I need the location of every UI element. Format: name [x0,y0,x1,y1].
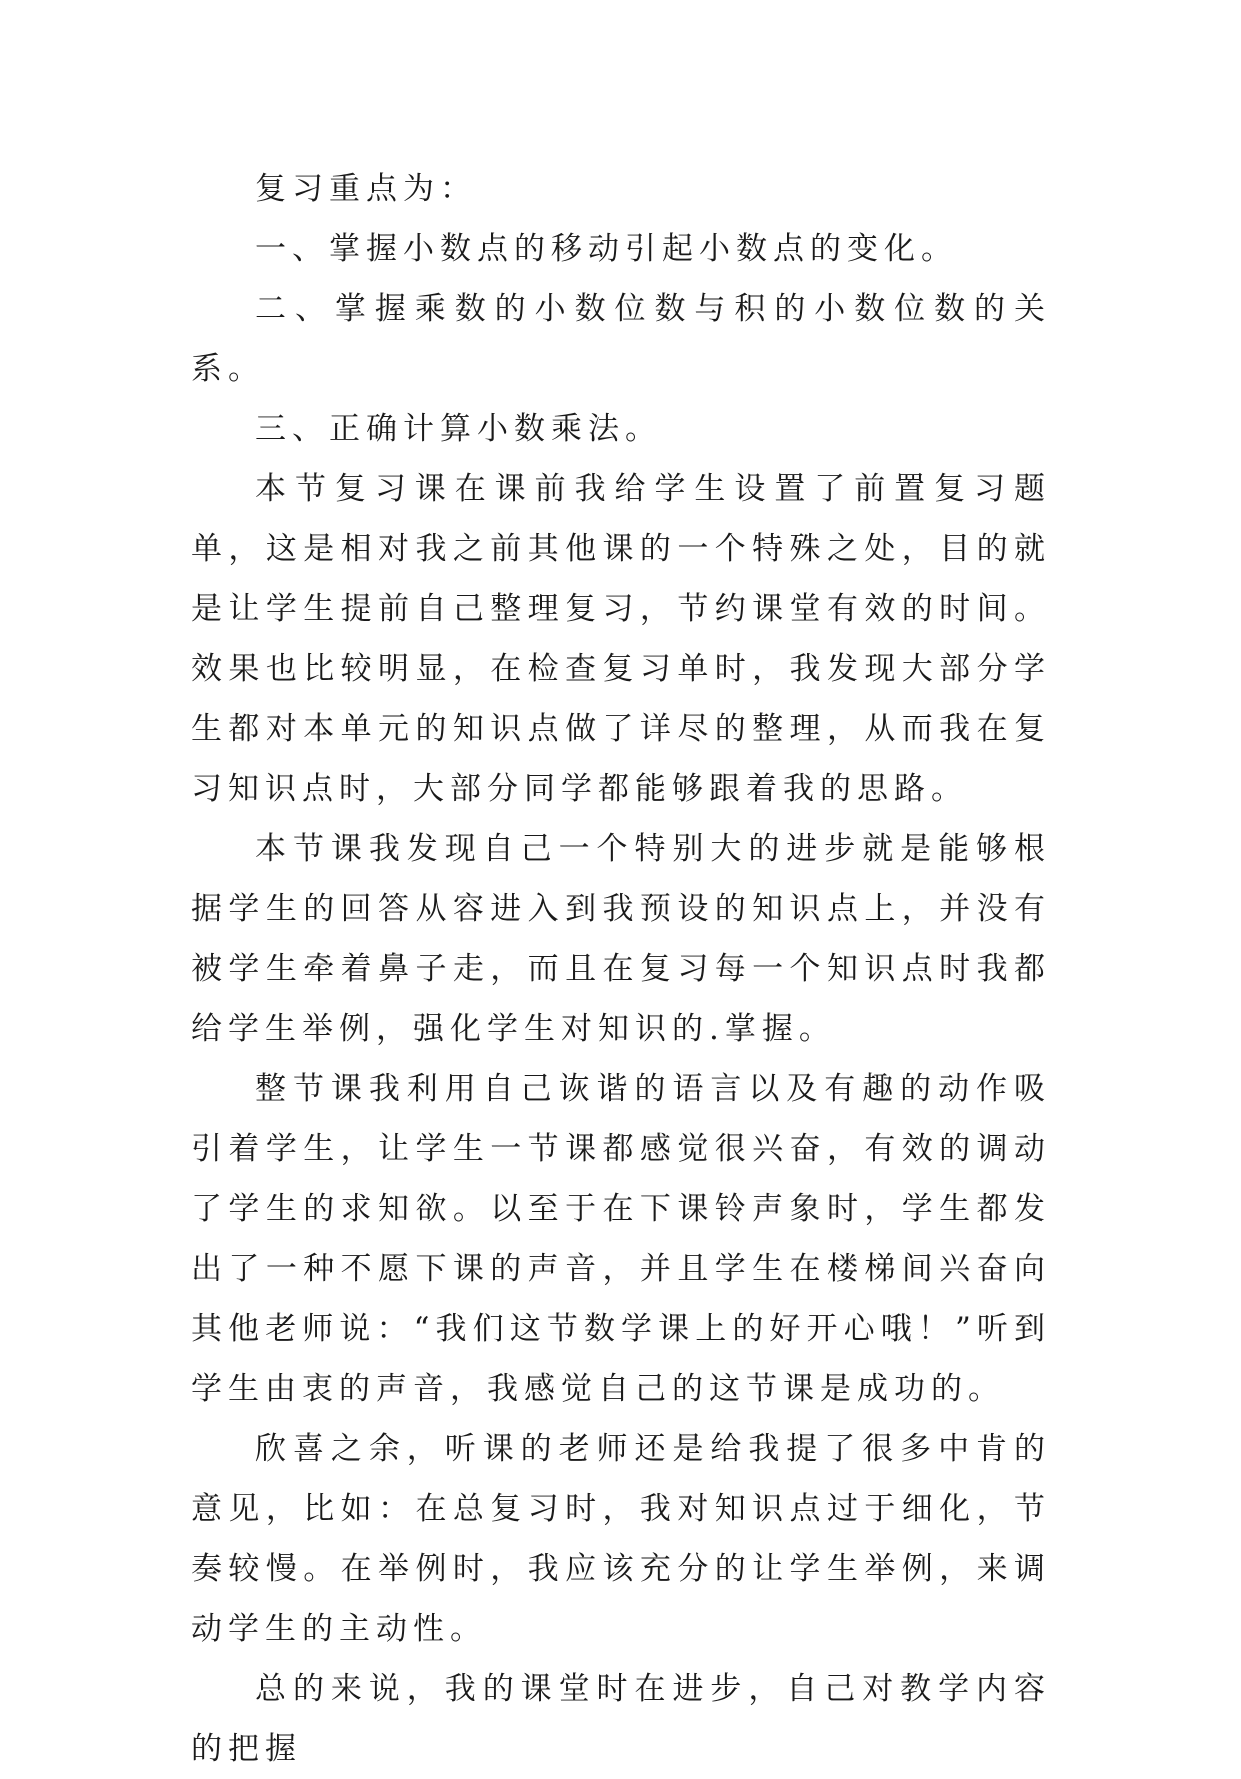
body-text [191,159,1051,1779]
paragraph-preview-worksheet: 本节复习课在课前我给学生设置了前置复习题单，这是相对我之前其他课的一个特殊之处，目的就是让学生提前自己整理复习，节约课堂有效的时间。效果也比较明显，在检查复习单时，我发现大部分学生都对本单元的知识点做了详尽的整理，从而我在复习知识点时，大部分同学都能够跟着我的思路。 [191,471,1051,807]
paragraph-review-focus: 复习重点为： [255,171,477,207]
paragraph-engagement: 整节课我利用自己诙谐的语言以及有趣的动作吸引着学生，让学生一节课都感觉很兴奋，有效的调动了学生的求知欲。以至于在下课铃声象时，学生都发出了一种不愿下课的声音，并且学生在楼梯间兴奋向其他老师说：“我们这节数学课上的好开心哦！”听到学生由衷的声音，我感觉自己的这节课是成功的。 [191,1071,1051,1407]
paragraph-progress: 本节课我发现自己一个特别大的进步就是能够根据学生的回答从容进入到我预设的知识点上，并没有被学生牵着鼻子走，而且在复习每一个知识点时我都给学生举例，强化学生对知识的.掌握。 [191,831,1051,1047]
paragraph-summary: 总的来说，我的课堂时在进步，自己对教学内容的把握 [191,1671,1051,1767]
paragraph-point-three: 三、正确计算小数乘法。 [255,411,662,447]
paragraph-point-one: 一、掌握小数点的移动引起小数点的变化。 [255,231,958,267]
paragraph-feedback: 欣喜之余，听课的老师还是给我提了很多中肯的意见，比如：在总复习时，我对知识点过于细化，节奏较慢。在举例时，我应该充分的让学生举例，来调动学生的主动性。 [191,1431,1051,1647]
paragraph-point-two: 二、掌握乘数的小数位数与积的小数位数的关系。 [191,291,1051,387]
